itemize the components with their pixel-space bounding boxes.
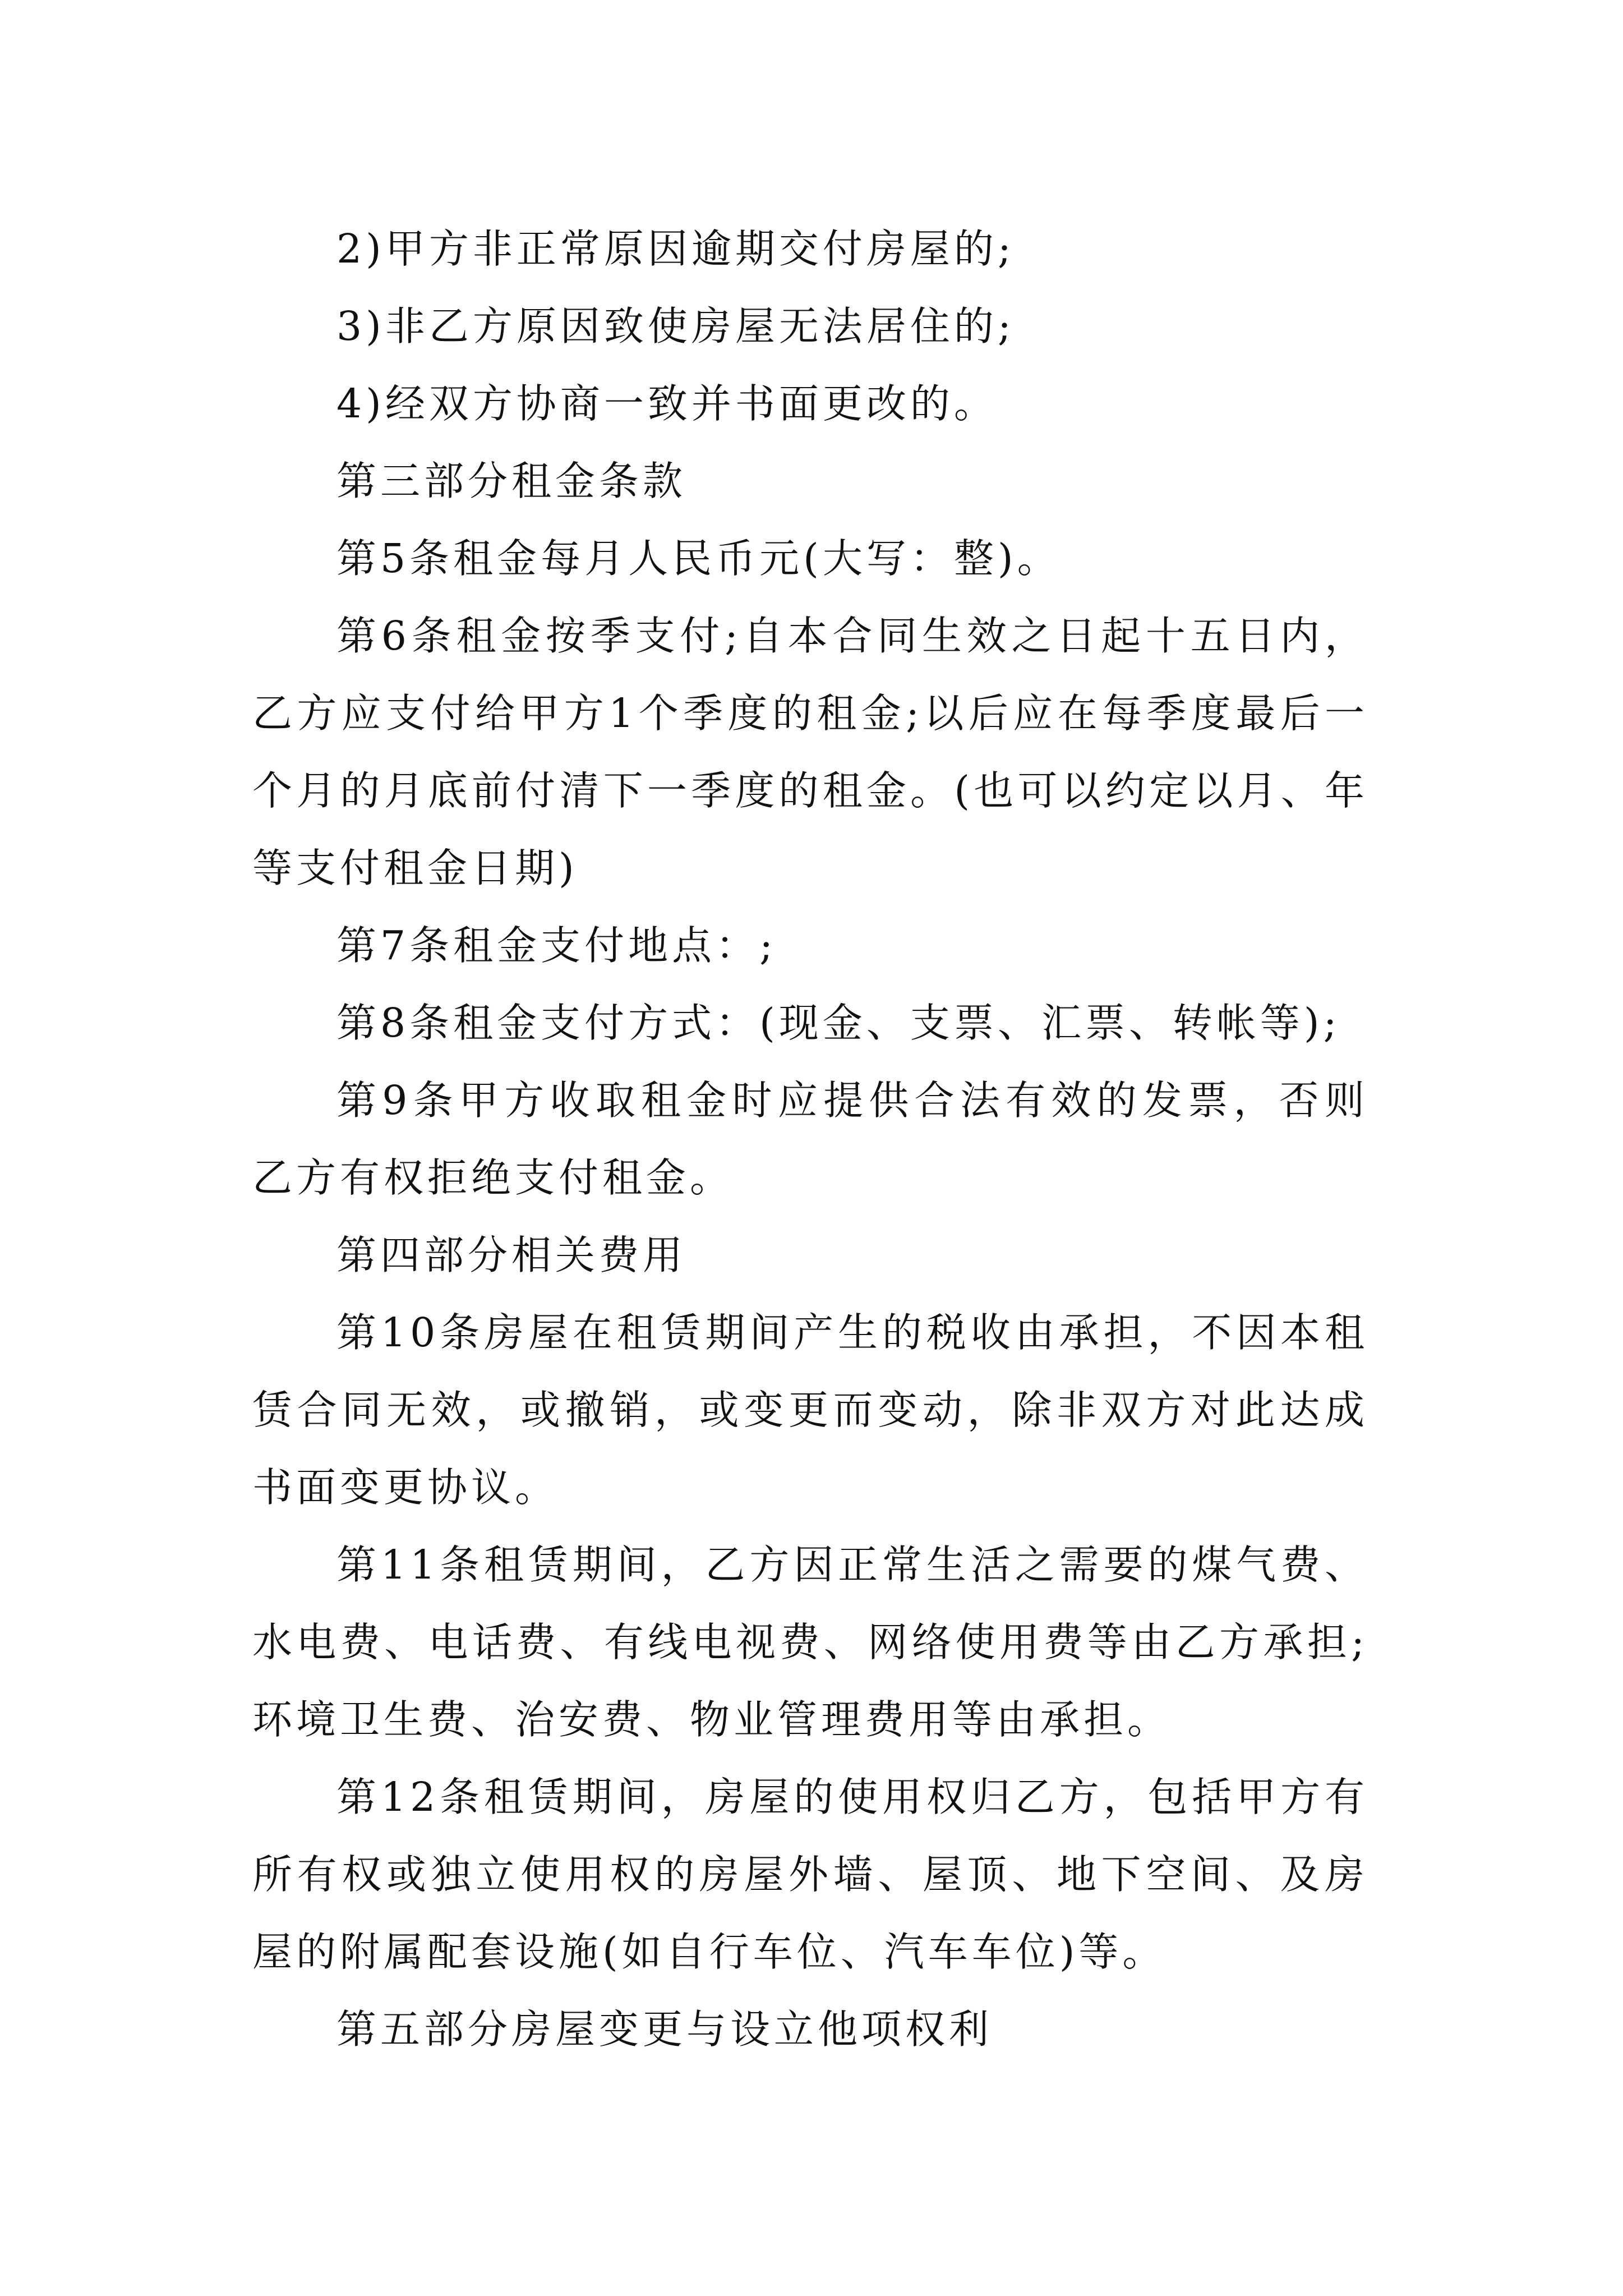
section-heading-part-4: 第四部分相关费用 <box>336 1232 687 1278</box>
article-9: 第9条甲方收取租金时应提供合法有效的发票，否则乙方有权拒绝支付租金。 <box>252 1077 1368 1201</box>
section-heading-part-5: 第五部分房屋变更与设立他项权利 <box>336 2006 993 2053</box>
paragraph-item-4: 4)经双方协商一致并书面更改的。 <box>336 380 998 427</box>
paragraph-item-3: 3)非乙方原因致使房屋无法居住的; <box>336 303 1015 349</box>
paragraph-item-2: 2)甲方非正常原因逾期交付房屋的; <box>336 226 1015 272</box>
article-5: 第5条租金每月人民币元(大写：整)。 <box>336 535 1061 582</box>
section-heading-part-3: 第三部分租金条款 <box>336 458 687 504</box>
article-7: 第7条租金支付地点：; <box>336 922 777 969</box>
article-6: 第6条租金按季支付;自本合同生效之日起十五日内，乙方应支付给甲方1个季度的租金;以后应在每季度最后一个月的月底前付清下一季度的租金。(也可以约定以月、年等支付租金日期) <box>252 613 1368 891</box>
article-10: 第10条房屋在租赁期间产生的税收由承担，不因本租赁合同无效，或撤销，或变更而变动，除非双方对此达成书面变更协议。 <box>252 1309 1368 1511</box>
article-12: 第12条租赁期间，房屋的使用权归乙方，包括甲方有所有权或独立使用权的房屋外墙、屋顶、地下空间、及房屋的附属配套设施(如自行车位、汽车车位)等。 <box>252 1774 1368 1975</box>
document-body <box>252 210 1368 2068</box>
article-8: 第8条租金支付方式：(现金、支票、汇票、转帐等); <box>336 1000 1341 1046</box>
article-11: 第11条租赁期间，乙方因正常生活之需要的煤气费、水电费、电话费、有线电视费、网络使用费等由乙方承担;环境卫生费、治安费、物业管理费用等由承担。 <box>252 1542 1368 1743</box>
